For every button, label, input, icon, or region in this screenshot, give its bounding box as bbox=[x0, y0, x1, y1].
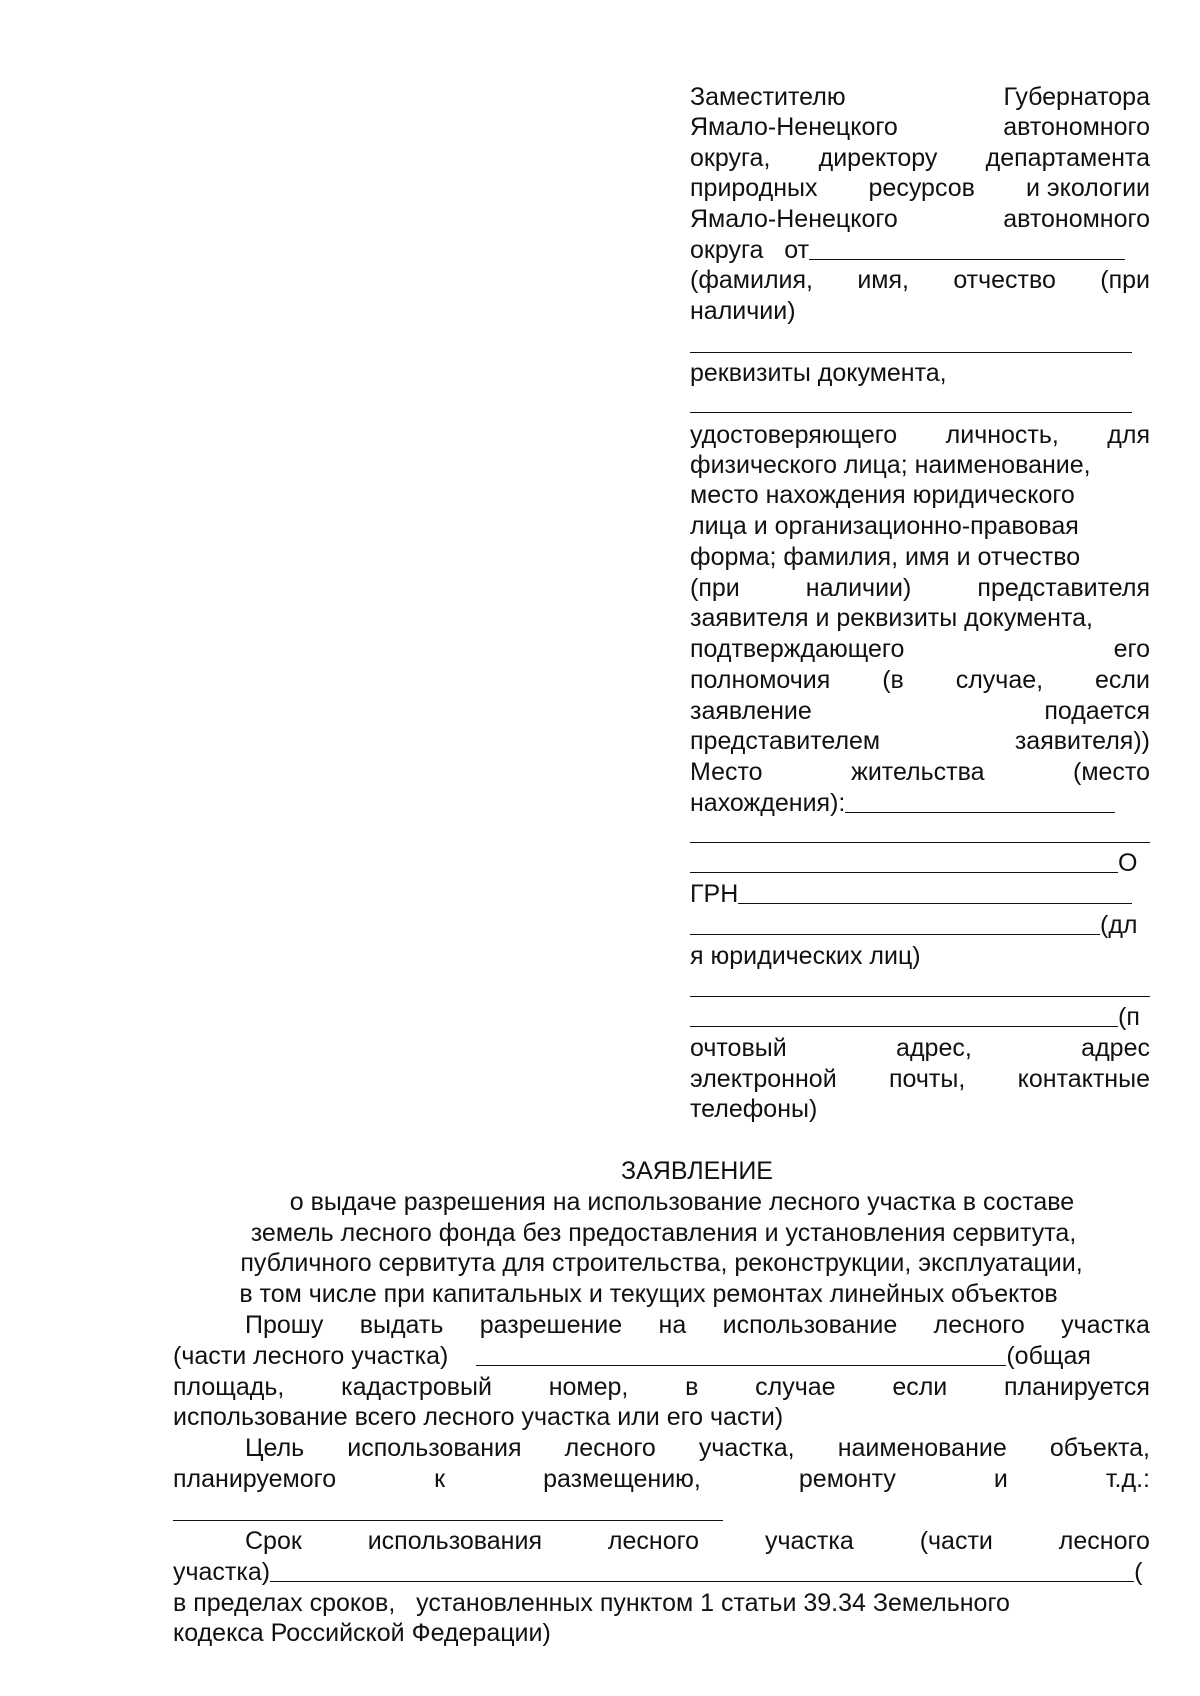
term-line: участка) ( bbox=[173, 1558, 1143, 1586]
heading-subtitle-line: публичного сервитута для строительства, реконструкции, эксплуатации, bbox=[240, 1249, 1083, 1277]
addressee-from-line: округа от bbox=[690, 235, 1150, 265]
addressee-line: (при наличии) представителя bbox=[690, 574, 1150, 602]
purpose-line bbox=[173, 1496, 1150, 1521]
heading-subtitle-line: земель лесного фонда без предоставления и установления сервитута, bbox=[250, 1219, 1077, 1247]
body-line: кодекса Российской Федерации) bbox=[173, 1619, 551, 1647]
ogrn-blank-b[interactable] bbox=[738, 879, 1132, 904]
addressee-line: подтверждающего его bbox=[690, 635, 1150, 663]
residence-blank[interactable] bbox=[845, 788, 1115, 813]
addressee-line: удостоверяющего личность, для bbox=[690, 421, 1150, 449]
body-line: Цель использования лесного участка, наименование объекта, bbox=[245, 1434, 1150, 1462]
heading-subtitle-line: в том числе при капитальных и текущих ремонтах линейных объектов bbox=[239, 1280, 1058, 1308]
document-title: ЗАЯВЛЕНИЕ bbox=[620, 1157, 773, 1185]
addressee-line: Ямало-Ненецкого автономного bbox=[690, 113, 1150, 141]
residence-blank-2[interactable] bbox=[690, 818, 1150, 843]
ogrn-line: О bbox=[690, 848, 1150, 878]
blank-line bbox=[690, 818, 1150, 843]
addressee-line: (фамилия, имя, отчество (при bbox=[690, 266, 1150, 294]
document-details-blank[interactable] bbox=[690, 328, 1132, 353]
addressee-line: полномочия (в случае, если bbox=[690, 666, 1150, 694]
blank-line bbox=[690, 388, 1150, 413]
applicant-name-blank[interactable] bbox=[809, 235, 1125, 260]
ogrn-blank-c[interactable] bbox=[690, 910, 1100, 935]
addressee-line: телефоны) bbox=[690, 1095, 818, 1123]
addressee-line: природных ресурсов и экологии bbox=[690, 174, 1150, 202]
blank-line bbox=[690, 972, 1150, 997]
addressee-line: заявление подается bbox=[690, 697, 1150, 725]
addressee-line: электронной почты, контактные bbox=[690, 1065, 1150, 1093]
purpose-blank[interactable] bbox=[173, 1496, 723, 1521]
contacts-line: (п bbox=[690, 1002, 1150, 1032]
contacts-blank[interactable] bbox=[690, 972, 1150, 997]
addressee-line: Ямало-Ненецкого автономного bbox=[690, 205, 1150, 233]
plot-area-line: (части лесного участка) (общая bbox=[173, 1342, 1091, 1370]
body-line: площадь, кадастровый номер, в случае если планируется bbox=[173, 1373, 1150, 1401]
addressee-line: форма; фамилия, имя и отчество bbox=[690, 543, 1081, 571]
addressee-line: заявителя и реквизиты документа, bbox=[690, 604, 1094, 632]
ogrn-line: (дл bbox=[690, 910, 1150, 940]
body-line: Прошу выдать разрешение на использование лесного участка bbox=[245, 1311, 1150, 1339]
addressee-line: я юридических лиц) bbox=[690, 942, 921, 970]
ogrn-line: ГРН bbox=[690, 879, 1150, 909]
addressee-line: физического лица; наименование, bbox=[690, 451, 1091, 479]
addressee-line: реквизиты документа, bbox=[690, 359, 947, 387]
blank-line bbox=[690, 328, 1150, 353]
term-blank[interactable] bbox=[270, 1557, 1134, 1582]
heading-subtitle-line: о выдаче разрешения на использование лесного участка в составе bbox=[289, 1188, 1075, 1216]
ogrn-blank-a[interactable] bbox=[690, 848, 1118, 873]
addressee-line: место нахождения юридического bbox=[690, 481, 1075, 509]
residence-line: нахождения): bbox=[690, 788, 1150, 818]
addressee-line: Заместителю Губернатора bbox=[690, 83, 1150, 111]
body-line: в пределах сроков, установленных пунктом 1 статьи 39.34 Земельного bbox=[173, 1589, 1010, 1617]
body-line: Срок использования лесного участка (части лесного bbox=[245, 1527, 1150, 1555]
document-details-blank-2[interactable] bbox=[690, 388, 1132, 413]
addressee-line: Место жительства (место bbox=[690, 758, 1150, 786]
addressee-line: округа, директору департамента bbox=[690, 144, 1150, 172]
addressee-line: представителем заявителя)) bbox=[690, 727, 1150, 755]
addressee-line: очтовый адрес, адрес bbox=[690, 1034, 1150, 1062]
contacts-blank-2[interactable] bbox=[690, 1002, 1118, 1027]
plot-area-blank[interactable] bbox=[476, 1341, 1006, 1366]
body-line: планируемого к размещению, ремонту и т.д.: bbox=[173, 1465, 1150, 1493]
addressee-line: наличии) bbox=[690, 297, 796, 325]
addressee-line: лица и организационно-правовая bbox=[690, 512, 1079, 540]
body-line: использование всего лесного участка или его части) bbox=[173, 1403, 784, 1431]
